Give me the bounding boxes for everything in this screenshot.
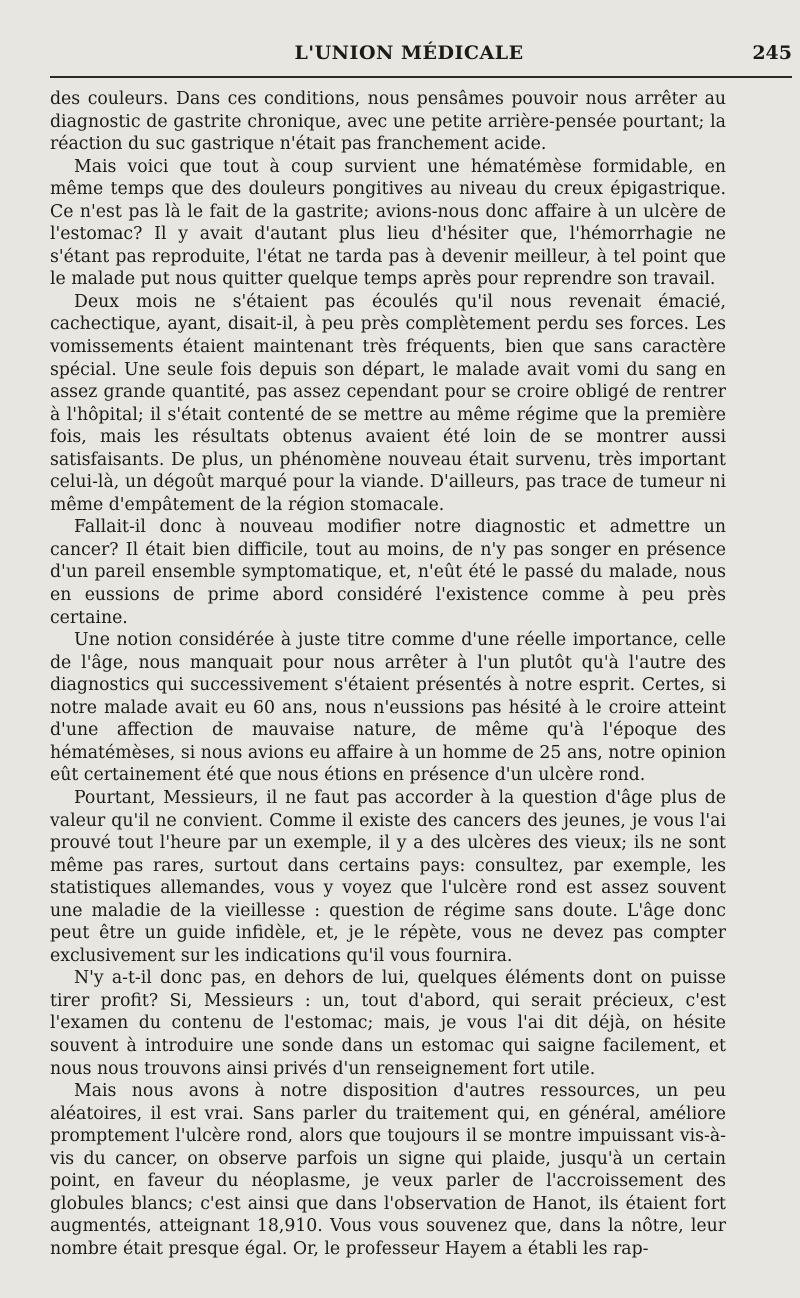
paragraph: des couleurs. Dans ces conditions, nous pensâmes pouvoir nous arrêter au diagnostic de gastrite chronique, avec une petite arrière-pensée pourtant; la réaction du suc gastrique n'était pas franchement acide. — [50, 89, 726, 155]
paragraph: Pourtant, Messieurs, il ne faut pas accorder à la question d'âge plus de valeur qu'il ne convient. Comme il existe des cancers des jeunes, je vous l'ai prouvé tout l'heure par un exemple, il y a des ulcères des vieux; ils ne sont même pas rares, surtout dans certains pays: consultez, par exemple, les statistiques allemandes, vous y voyez que l'ulcère rond est assez souvent une maladie de la vieillesse : question de régime sans doute. L'âge donc peut être un guide infidèle, et, je le répète, vous ne devez pas compter exclusivement sur les indications qu'il vous fournira. — [50, 787, 726, 966]
paragraph: Une notion considérée à juste titre comme d'une réelle importance, celle de l'âge, nous manquait pour nous arrêter à l'un plutôt qu'à l'autre des diagnostics qui successivement s'étaient présentés à notre esprit. Certes, si notre malade avait eu 60 ans, nous n'eussions pas hésité à le croire atteint d'une affection de mauvaise nature, de même qu'à l'époque des hématémèses, si nous avions eu affaire à un homme de 25 ans, notre opinion eût certainement été que nous étions en présence d'un ulcère rond. — [50, 630, 726, 786]
paragraph: Mais nous avons à notre disposition d'autres ressources, un peu aléatoires, il est vrai. Sans parler du traitement qui, en général, améliore promptement l'ulcère rond, alors que toujours il se montre impuissant vis-à-vis du cancer, on observe parfois un signe qui plaide, jusqu'à un certain point, en faveur du néoplasme, je veux parler de l'accroissement des globules blancs; c'est ainsi que dans l'observation de Hanot, ils étaient fort augmentés, atteignant 18,910. Vous vous souvenez que, dans la nôtre, leur nombre était presque égal. Or, le professeur Hayem a établi les rap- — [50, 1081, 726, 1259]
paragraph: Fallait-il donc à nouveau modifier notre diagnostic et admettre un cancer? Il était bien difficile, tout au moins, de n'y pas songer en présence d'un pareil ensemble symptomatique, et, n'eût été le passé du malade, nous en eussions de prime abord considéré l'existence comme à peu près certaine. — [50, 517, 726, 628]
paragraph: Mais voici que tout à coup survient une hématémèse formidable, en même temps que des douleurs pongitives au niveau du creux épigastrique. Ce n'est pas là le fait de la gastrite; avions-nous donc affaire à un ulcère de l'estomac? Il y avait d'autant plus lieu d'hésiter que, l'hémorrhagie ne s'étant pas reproduite, l'état ne tarda pas à devenir meilleur, à tel point que le malade put nous quitter quelque temps après pour reprendre son travail. — [50, 156, 726, 290]
header-rule — [50, 76, 792, 78]
paragraph: Deux mois ne s'étaient pas écoulés qu'il nous revenait émacié, cachectique, ayant, disait-il, à peu près complètement perdu ses forces. Les vomissements étaient maintenant très fréquents, bien que sans caractère spécial. Une seule fois depuis son départ, le malade avait vomi du sang en assez grande quantité, pas assez cependant pour se croire obligé de rentrer à l'hôpital; il s'était contenté de se mettre au même régime que la première fois, mais les résultats obtenus avaient été loin de se montrer aussi satisfaisants. De plus, un phénomène nouveau était survenu, très important celui-là, un dégoût marqué pour la viande. D'ailleurs, pas trace de tumeur ni même d'empâtement de la région stomacale. — [50, 291, 726, 515]
body-text — [50, 88, 726, 1260]
page-number: 245 — [752, 42, 792, 64]
running-title: L'UNION MÉDICALE — [294, 42, 524, 64]
page-header — [50, 0, 792, 70]
paragraph: N'y a-t-il donc pas, en dehors de lui, quelques éléments dont on puisse tirer profit? Si, Messieurs : un, tout d'abord, qui serait précieux, c'est l'examen du contenu de l'estomac; mais, je vous l'ai dit déjà, on hésite souvent à introduire une sonde dans un estomac qui saigne facilement, et nous nous trouvons ainsi privés d'un renseignement fort utile. — [50, 968, 726, 1079]
